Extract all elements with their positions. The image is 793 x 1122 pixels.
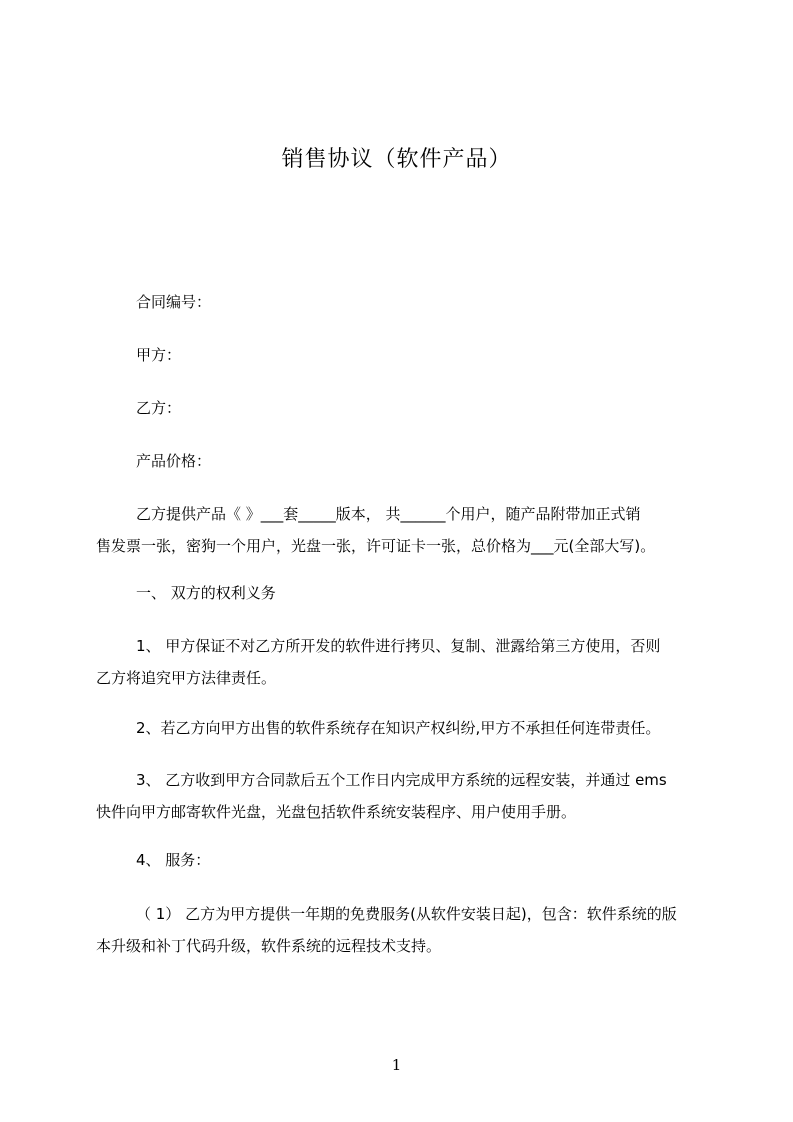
- clause-3-line-1: 3、 乙方收到甲方合同款后五个工作日内完成甲方系统的远程安装，并通过 ems: [136, 771, 667, 789]
- clause-4-heading: 4、 服务：: [136, 851, 211, 869]
- intro-line-1: 乙方提供产品《 》___套_____版本， 共______个用户，随产品附带加正式销: [136, 505, 641, 523]
- intro-paragraph: [96, 498, 706, 562]
- clause-3: [96, 764, 706, 828]
- party-a-label: 甲方：: [136, 346, 182, 364]
- document-title: 销售协议（软件产品）: [281, 147, 512, 172]
- section-heading-rights: 一、 双方的权利义务: [136, 584, 276, 602]
- clause-4-1-line-1: （ 1） 乙方为甲方提供一年期的免费服务(从软件安装日起)，包含：软件系统的版: [136, 905, 677, 923]
- intro-line-2: 售发票一张，密狗一个用户，光盘一张，许可证卡一张，总价格为___元(全部大写)。: [96, 537, 656, 555]
- clause-4-1-line-2: 本升级和补丁代码升级，软件系统的远程技术支持。: [96, 937, 442, 955]
- page-number: 1: [391, 1056, 402, 1074]
- clause-4-1: [96, 898, 706, 962]
- clause-1-line-2: 乙方将追究甲方法律责任。: [96, 669, 277, 687]
- clause-1-line-1: 1、 甲方保证不对乙方所开发的软件进行拷贝、复制、泄露给第三方使用，否则: [136, 637, 661, 655]
- clause-1: [96, 630, 706, 694]
- clause-3-line-2: 快件向甲方邮寄软件光盘，光盘包括软件系统安装程序、用户使用手册。: [96, 803, 577, 821]
- clause-2: 2、若乙方向甲方出售的软件系统存在知识产权纠纷,甲方不承担任何连带责任。: [136, 719, 661, 737]
- contract-number-label: 合同编号：: [136, 293, 212, 311]
- product-price-label: 产品价格：: [136, 452, 212, 470]
- party-b-label: 乙方：: [136, 399, 182, 417]
